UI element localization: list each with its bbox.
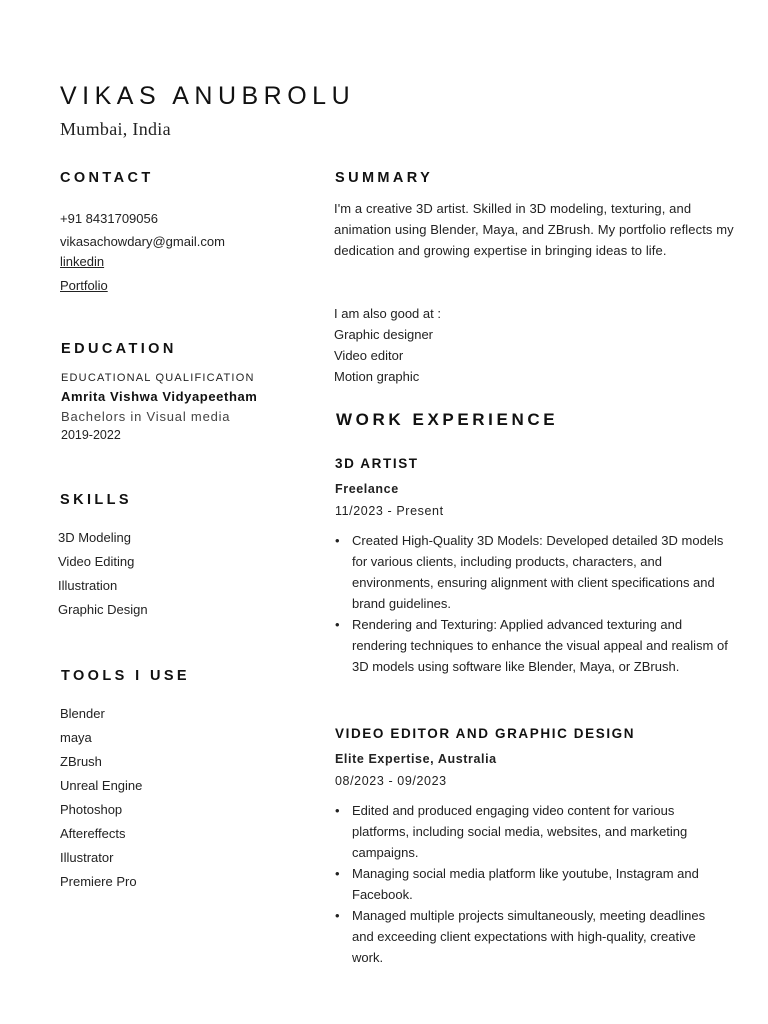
job-bullets — [335, 800, 730, 968]
job-bullet: • Managing social media platform like youtube, Instagram and Facebook. — [335, 863, 730, 905]
education-years: 2019-2022 — [61, 428, 121, 442]
also-good-item: Video editor — [334, 348, 404, 363]
education-school: Amrita Vishwa Vidyapeetham — [61, 389, 258, 404]
skill-item: 3D Modeling — [58, 530, 131, 545]
job-bullet: • Rendering and Texturing: Applied advanced texturing and rendering techniques to enhance the visual appeal and realism of 3D models using software like Blender, Maya, or ZBrush. — [335, 614, 730, 677]
tool-item: Illustrator — [60, 850, 114, 865]
education-qualification: EDUCATIONAL QUALIFICATION — [61, 372, 255, 384]
also-good-label: I am also good at : — [334, 306, 441, 321]
tool-item: Premiere Pro — [60, 874, 137, 889]
job-title: VIDEO EDITOR AND GRAPHIC DESIGN — [335, 726, 636, 741]
portfolio-link[interactable]: Portfolio — [60, 278, 108, 293]
job-title: 3D ARTIST — [335, 456, 419, 471]
tool-item: Photoshop — [60, 802, 123, 817]
summary-heading: SUMMARY — [335, 170, 434, 186]
job-bullet: • Managed multiple projects simultaneously, meeting deadlines and exceeding client expectations with high-quality, creative work. — [335, 905, 730, 968]
tools-list — [60, 706, 142, 898]
tool-item: maya — [60, 730, 92, 745]
job-company: Freelance — [335, 482, 399, 496]
contact-heading: CONTACT — [60, 170, 154, 186]
summary-text: I'm a creative 3D artist. Skilled in 3D modeling, texturing, and animation using Blender, Maya, and ZBrush. My portfolio reflects my dedication and growing expertise in bringing ideas to life. — [334, 201, 734, 258]
education-heading: EDUCATION — [61, 341, 177, 357]
skills-heading: SKILLS — [60, 492, 132, 508]
resume-name: VIKAS ANUBROLU — [60, 82, 356, 110]
skills-list — [58, 530, 148, 626]
tool-item: Unreal Engine — [60, 778, 143, 793]
also-good-item: Graphic designer — [334, 327, 433, 342]
contact-email[interactable]: vikasachowdary@gmail.com — [60, 234, 225, 249]
skill-item: Video Editing — [58, 554, 135, 569]
job-dates: 08/2023 - 09/2023 — [335, 774, 447, 788]
job-bullet: • Created High-Quality 3D Models: Developed detailed 3D models for various clients, including products, characters, and environments, ensuring alignment with client specifications and brand guidelines. — [335, 530, 730, 614]
linkedin-link[interactable]: linkedin — [60, 254, 105, 269]
job-bullet: • Edited and produced engaging video content for various platforms, including social media, websites, and marketing campaigns. — [335, 800, 730, 863]
work-experience-heading: WORK EXPERIENCE — [336, 410, 559, 429]
skill-item: Illustration — [58, 578, 118, 593]
job-company: Elite Expertise, Australia — [335, 752, 497, 766]
job-dates: 11/2023 - Present — [335, 504, 444, 518]
job-bullets — [335, 530, 730, 677]
tools-heading: TOOLS I USE — [61, 668, 190, 684]
also-good-item: Motion graphic — [334, 369, 420, 384]
tool-item: ZBrush — [60, 754, 102, 769]
tool-item: Aftereffects — [60, 826, 126, 841]
skill-item: Graphic Design — [58, 602, 148, 617]
tool-item: Blender — [60, 706, 105, 721]
resume-location: Mumbai, India — [60, 119, 171, 139]
also-good-at — [334, 303, 441, 387]
education-degree: Bachelors in Visual media — [61, 409, 231, 424]
contact-phone: +91 8431709056 — [60, 211, 158, 226]
